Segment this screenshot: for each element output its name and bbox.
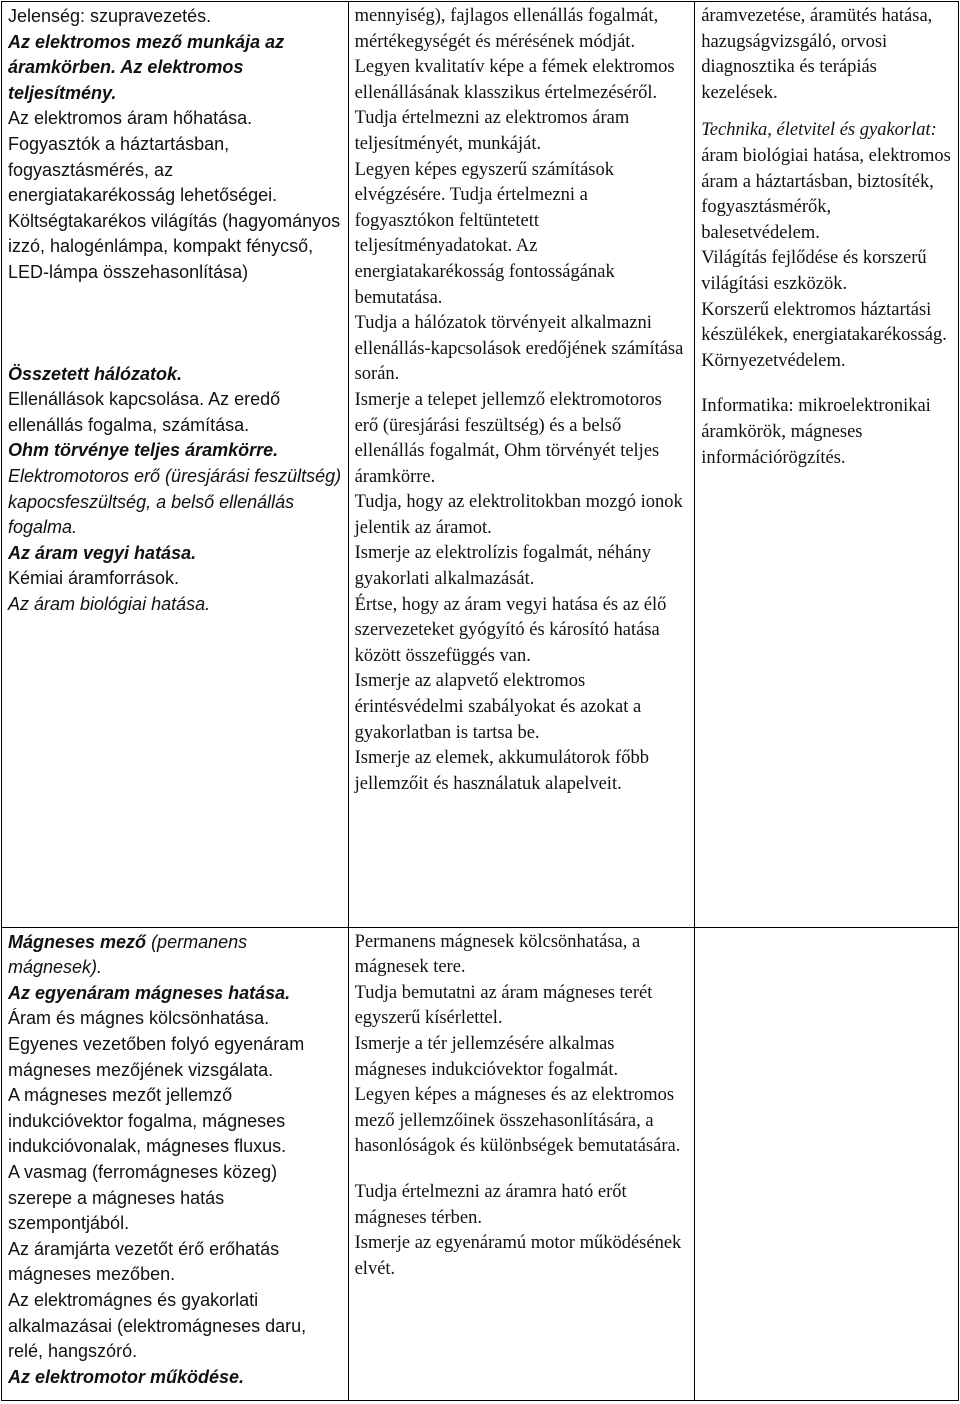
connection-line: Világítás fejlődése és korszerű világítási eszközök. (701, 248, 927, 294)
requirement-line: Ismerje a tér jellemzésére alkalmas mágneses indukcióvektor fogalmát. (354, 1034, 619, 1080)
requirement-line: Tudja, hogy az elektrolitokban mozgó ionok jelentik az áramot. (354, 492, 683, 538)
spacer (355, 1160, 689, 1180)
requirement-line: Legyen képes egyszerű számítások elvégzésére. Tudja értelmezni a fogyasztókon feltüntetett teljesítményadatokat. Az energiatakarékosság fontosságának bemutatása. (354, 159, 615, 308)
requirements-cell (348, 2, 695, 928)
topic-line: Az elektromágnes és gyakorlati alkalmazásai (elektromágneses daru, relé, hangszóró. (8, 1289, 307, 1362)
topic-line: A mágneses mezőt jellemző indukcióvektor fogalma, mágneses indukcióvonalak, mágneses fluxus. (8, 1085, 287, 1157)
subject-label: Technika, életvitel és gyakorlat: (701, 120, 937, 141)
requirement-line: Ismerje az elemek, akkumulátorok főbb jellemzőit és használatuk alapelveit. (354, 748, 649, 794)
connection-line: áramvezetése, áramütés hatása, hazugságvizsgáló, orvosi diagnosztika és terápiás kezelések. (701, 6, 933, 103)
topic-line (8, 930, 342, 981)
spacer (8, 286, 342, 362)
topic-line: Az áramjárta vezetőt érő erőhatás mágneses mezőben. (8, 1238, 280, 1285)
topic-line: Az elektromos áram hőhatása. (8, 108, 253, 129)
connection-line: Környezetvédelem. (701, 350, 846, 371)
subject-label: Informatika: (701, 396, 794, 417)
spacer (701, 106, 952, 118)
requirement-line: Ismerje az elektrolízis fogalmát, néhány gyakorlati alkalmazását. (354, 543, 651, 590)
requirement-line: Legyen képes a mágneses és az elektromos mező jellemzőinek összehasonlítására, a hasonlóságok és különbségek bemutatására. (354, 1085, 681, 1157)
topic-line: Ellenállások kapcsolása. Az eredő ellenállás fogalma, számítása. (8, 389, 281, 435)
topic-line: Áram és mágnes kölcsönhatása. (8, 1008, 270, 1029)
requirement-line: Permanens mágnesek kölcsönhatása, a mágnesek tere. (354, 931, 641, 978)
requirement-line: Tudja értelmezni az áramra ható erőt mágneses térben. (354, 1182, 627, 1228)
topic-line: Az elektromos mező munkája az áramkörben. Az elektromos teljesítmény. (8, 31, 285, 103)
topic-line: Az egyenáram mágneses hatása. (8, 982, 291, 1003)
connection-line (701, 118, 952, 246)
connections-cell (695, 2, 959, 928)
topic-line: Összetett hálózatok. (8, 363, 183, 384)
subject-text: mikroelektronikai áramkörök, mágneses információrögzítés. (701, 396, 931, 468)
topic-line: Fogyasztók a háztartásban, fogyasztásmérés, az energiatakarékosság lehetőségei. (8, 133, 278, 206)
requirement-line: Ismerje az alapvető elektromos érintésvédelmi szabályokat és azokat a gyakorlatban is tartsa be. (354, 671, 642, 743)
requirement-line: Értse, hogy az áram vegyi hatása és az élő szervezeteket gyógyító és károsító hatása között összefüggés van. (354, 594, 667, 666)
table-row (2, 2, 959, 928)
connection-line (701, 394, 952, 471)
requirement-line: Tudja értelmezni az elektromos áram teljesítményét, munkáját. (354, 108, 630, 154)
topic-line: Kémiai áramforrások. (8, 568, 180, 589)
requirement-line: Legyen kvalitatív képe a fémek elektromos ellenállásának klasszikus értelmezéséről. (354, 57, 675, 103)
topic-line: Az áram vegyi hatása. (8, 542, 197, 563)
requirements-cell (348, 927, 695, 1400)
curriculum-table (1, 1, 959, 1401)
topic-line: Elektromotoros erő (üresjárási feszültség) kapocsfeszültség, a belső ellenállás fogalma. (8, 465, 342, 538)
connections-cell (695, 927, 959, 1400)
requirement-line: Ismerje a telepet jellemző elektromotoros erő (üresjárási feszültség) és a belső ellenállás fogalmát, Ohm törvényét teljes áramkörre. (354, 389, 662, 487)
topics-cell (2, 927, 349, 1400)
topic-line: Az elektromotor működése. (8, 1366, 245, 1387)
topic-line: Költségtakarékos világítás (hagyományos izzó, halogénlámpa, kompakt fénycső, LED-lámpa összehasonlítása) (8, 210, 341, 282)
requirement-line: Ismerje az egyenáramú motor működésének elvét. (354, 1233, 682, 1279)
requirement-line: Tudja a hálózatok törvényeit alkalmazni ellenállás-kapcsolások eredőjének számítása során. (354, 313, 684, 385)
connection-line: Korszerű elektromos háztartási készülékek, energiatakarékosság. (701, 299, 947, 346)
requirement-line: Tudja bemutatni az áram mágneses terét egyszerű kísérlettel. (354, 982, 653, 1029)
topics-cell (2, 2, 349, 928)
topic-line: Egyenes vezetőben folyó egyenáram mágneses mezőjének vizsgálata. (8, 1034, 305, 1080)
topic-heading: Mágneses mező (8, 931, 147, 952)
topic-line: Az áram biológiai hatása. (8, 593, 211, 614)
topic-heading-rest: (permanens mágnesek). (8, 931, 248, 978)
requirement-line: mennyiség), fajlagos ellenállás fogalmát, mértékegységét és mérésének módját. (354, 6, 659, 52)
topic-line: Jelenség: szupravezetés. (8, 6, 212, 26)
topic-line: A vasmag (ferromágneses közeg) szerepe a mágneses hatás szempontjából. (8, 1162, 278, 1234)
table-row (2, 927, 959, 1400)
spacer (701, 374, 952, 394)
topic-line: Ohm törvénye teljes áramkörre. (8, 440, 279, 461)
subject-text: áram biológiai hatása, elektromos áram a háztartásban, biztosíték, fogyasztásmérők, balesetvédelem. (701, 145, 951, 243)
